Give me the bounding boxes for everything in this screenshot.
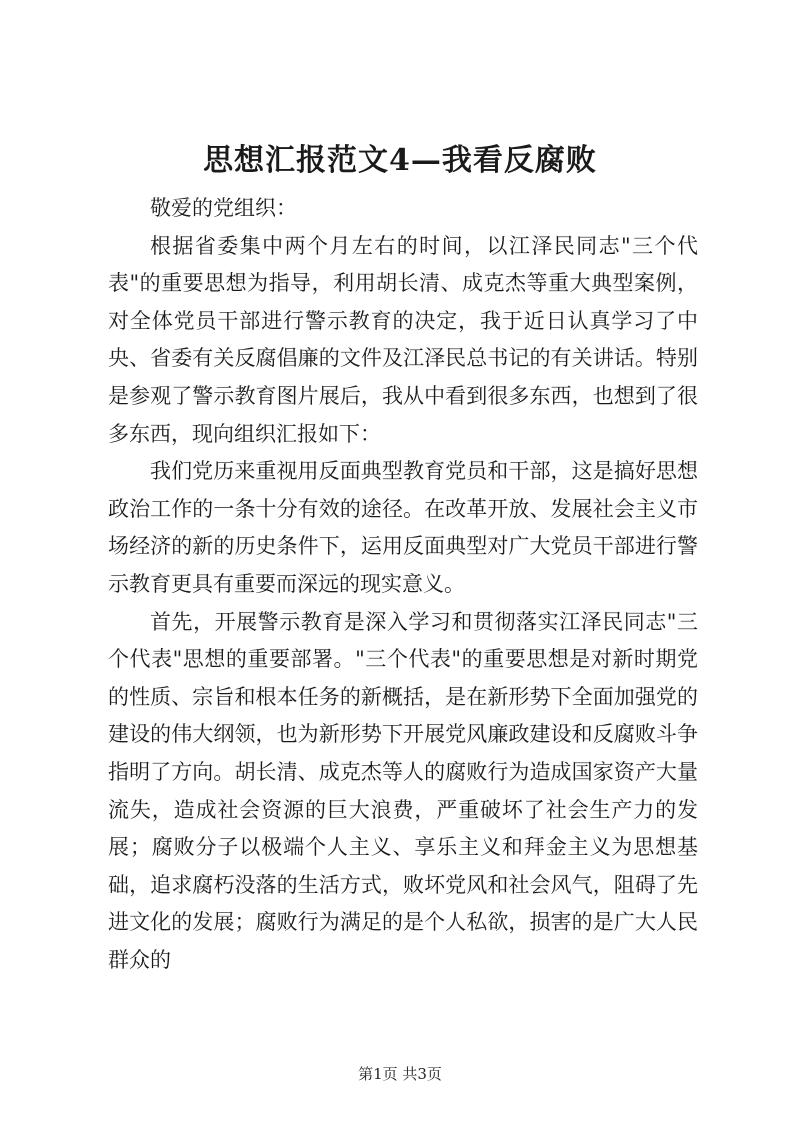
document-title: 思想汇报范文4—我看反腐败 — [203, 143, 597, 178]
document-body — [108, 190, 698, 979]
page-number-footer: 第1页 共3页 — [358, 1065, 442, 1083]
paragraph: 我们党历来重视用反面典型教育党员和干部，这是搞好思想政治工作的一条十分有效的途径。在改革开放、发展社会主义市场经济的新的历史条件下，运用反面典型对广大党员干部进行警示教育更具有重要而深远的现实意义。 — [108, 459, 698, 596]
paragraph: 首先，开展警示教育是深入学习和贯彻落实江泽民同志"三个代表"思想的重要部署。"三个代表"的重要思想是对新时期党的性质、宗旨和根本任务的新概括，是在新形势下全面加强党的建设的伟大纲领，也为新形势下开展党风廉政建设和反腐败斗争指明了方向。胡长清、成克杰等人的腐败行为造成国家资产大量流失，造成社会资源的巨大浪费，严重破坏了社会生产力的发展；腐败分子以极端个人主义、享乐主义和拜金主义为思想基础，追求腐朽没落的生活方式，败坏党风和社会风气，阻碍了先进文化的发展；腐败行为满足的是个人私欲，损害的是广大人民群众的 — [108, 609, 698, 972]
salutation: 敬爱的党组织： — [150, 196, 297, 220]
paragraph: 根据省委集中两个月左右的时间，以江泽民同志"三个代表"的重要思想为指导，利用胡长清、成克杰等重大典型案例，对全体党员干部进行警示教育的决定，我于近日认真学习了中央、省委有关反腐倡廉的文件及江泽民总书记的有关讲话。特别是参观了警示教育图片展后，我从中看到很多东西，也想到了很多东西，现向组织汇报如下： — [108, 233, 698, 446]
